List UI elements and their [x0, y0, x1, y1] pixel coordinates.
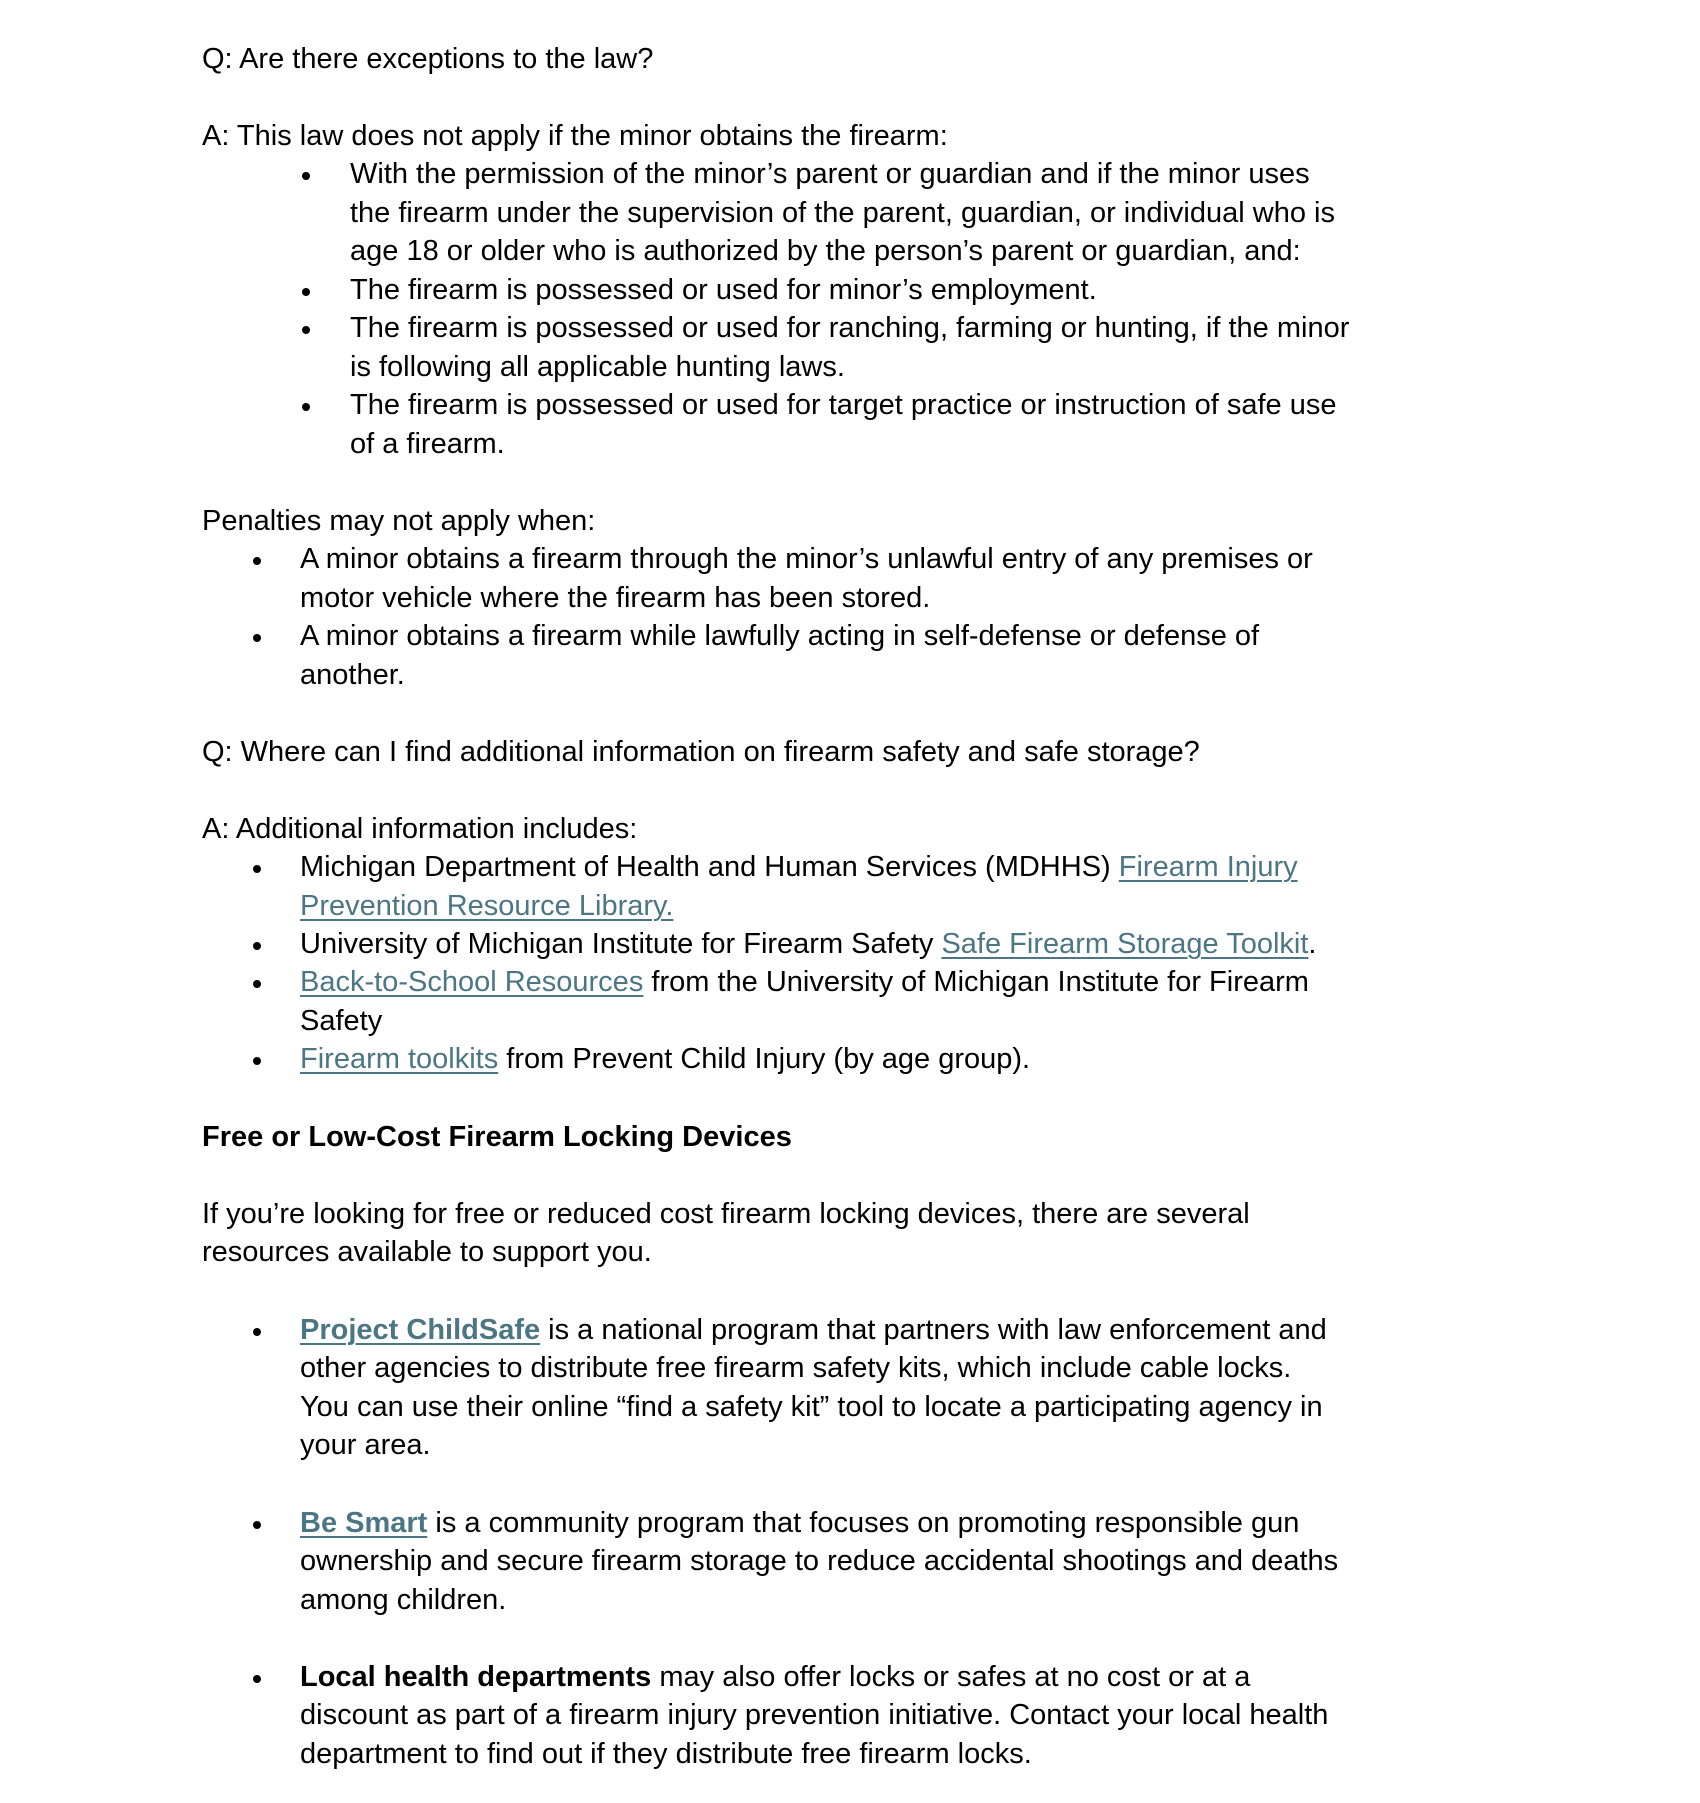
list-item-continuation: Safety [300, 1005, 383, 1037]
paragraph-line: resources available to support you. [202, 1236, 652, 1268]
bullet-icon [302, 326, 310, 334]
list-item-text: Michigan Department of Health and Human Services (MDHHS) [300, 851, 1119, 883]
penalties-intro: Penalties may not apply when: [202, 505, 596, 537]
list-item-continuation: You can use their online “find a safety kit” tool to locate a participating agency in [300, 1391, 1323, 1423]
back-to-school-resources-link[interactable]: Back-to-School Resources [300, 966, 644, 998]
list-item-continuation: another. [300, 659, 405, 691]
bullet-icon [302, 288, 310, 296]
bullet-icon [302, 403, 310, 411]
paragraph-line: If you’re looking for free or reduced cost firearm locking devices, there are several [202, 1198, 1250, 1230]
additional-info-question: Q: Where can I find additional information on firearm safety and safe storage? [202, 736, 1200, 768]
list-item-continuation: the firearm under the supervision of the parent, guardian, or individual who is [350, 197, 1335, 229]
list-item-be-smart [300, 1504, 1299, 1542]
list-item: The firearm is possessed or used for minor’s employment. [350, 274, 1097, 306]
bullet-icon [253, 557, 261, 565]
list-item: With the permission of the minor’s parent or guardian and if the minor uses [350, 158, 1310, 190]
bullet-icon [253, 1328, 261, 1336]
list-item-text: from the University of Michigan Institute for Firearm [643, 966, 1309, 998]
list-item: A minor obtains a firearm while lawfully acting in self-defense or defense of [300, 620, 1260, 652]
bullet-icon [253, 865, 261, 873]
list-item-continuation: other agencies to distribute free firearm safety kits, which include cable locks. [300, 1352, 1292, 1384]
list-item-text: from Prevent Child Injury (by age group). [498, 1043, 1031, 1075]
exceptions-question: Q: Are there exceptions to the law? [202, 43, 654, 75]
list-item-firearm-toolkits [300, 1040, 1030, 1078]
firearm-toolkits-link[interactable]: Firearm toolkits [300, 1043, 499, 1075]
list-item-continuation: among children. [300, 1584, 507, 1616]
list-item-mdhhs [300, 848, 1298, 886]
list-item-local-health [300, 1658, 1250, 1696]
firearm-injury-prevention-library-link-continued[interactable]: Prevention Resource Library. [300, 890, 674, 922]
additional-info-answer-intro: A: Additional information includes: [202, 813, 638, 845]
bullet-icon [253, 980, 261, 988]
bullet-icon [253, 1057, 261, 1065]
bullet-icon [253, 634, 261, 642]
list-item-continuation: your area. [300, 1429, 431, 1461]
local-health-departments-label: Local health departments [300, 1661, 652, 1693]
project-childsafe-link[interactable]: Project ChildSafe [300, 1314, 541, 1346]
bullet-icon [253, 942, 261, 950]
exceptions-answer-intro: A: This law does not apply if the minor obtains the firearm: [202, 120, 948, 152]
locking-devices-heading: Free or Low-Cost Firearm Locking Devices [202, 1121, 792, 1153]
list-item-text: University of Michigan Institute for Firearm Safety [300, 928, 942, 960]
list-item-project-childsafe [300, 1311, 1327, 1349]
list-item-text: may also offer locks or safes at no cost or at a [651, 1661, 1251, 1693]
list-item: The firearm is possessed or used for target practice or instruction of safe use [350, 389, 1337, 421]
list-item-back-to-school [300, 963, 1309, 1001]
list-item-text: is a national program that partners with law enforcement and [540, 1314, 1327, 1346]
list-item-continuation [300, 887, 673, 925]
list-item-text: is a community program that focuses on promoting responsible gun [427, 1507, 1300, 1539]
safe-firearm-storage-toolkit-link[interactable]: Safe Firearm Storage Toolkit [941, 928, 1309, 960]
list-item-continuation: department to find out if they distribute free firearm locks. [300, 1738, 1032, 1770]
list-item-continuation: age 18 or older who is authorized by the person’s parent or guardian, and: [350, 235, 1301, 267]
list-item-continuation: discount as part of a firearm injury prevention initiative. Contact your local health [300, 1699, 1329, 1731]
be-smart-link[interactable]: Be Smart [300, 1507, 428, 1539]
firearm-injury-prevention-library-link[interactable]: Firearm Injury [1118, 851, 1298, 883]
list-item-continuation: ownership and secure firearm storage to reduce accidental shootings and deaths [300, 1545, 1339, 1577]
list-item-umich-toolkit [300, 925, 1316, 963]
list-item-continuation: of a firearm. [350, 428, 505, 460]
list-item: The firearm is possessed or used for ranching, farming or hunting, if the minor [350, 312, 1350, 344]
list-item-continuation: motor vehicle where the firearm has been stored. [300, 582, 931, 614]
list-item-continuation: is following all applicable hunting laws. [350, 351, 845, 383]
bullet-icon [253, 1675, 261, 1683]
bullet-icon [302, 172, 310, 180]
list-item-suffix: . [1308, 928, 1317, 960]
bullet-icon [253, 1521, 261, 1529]
list-item: A minor obtains a firearm through the minor’s unlawful entry of any premises or [300, 543, 1313, 575]
